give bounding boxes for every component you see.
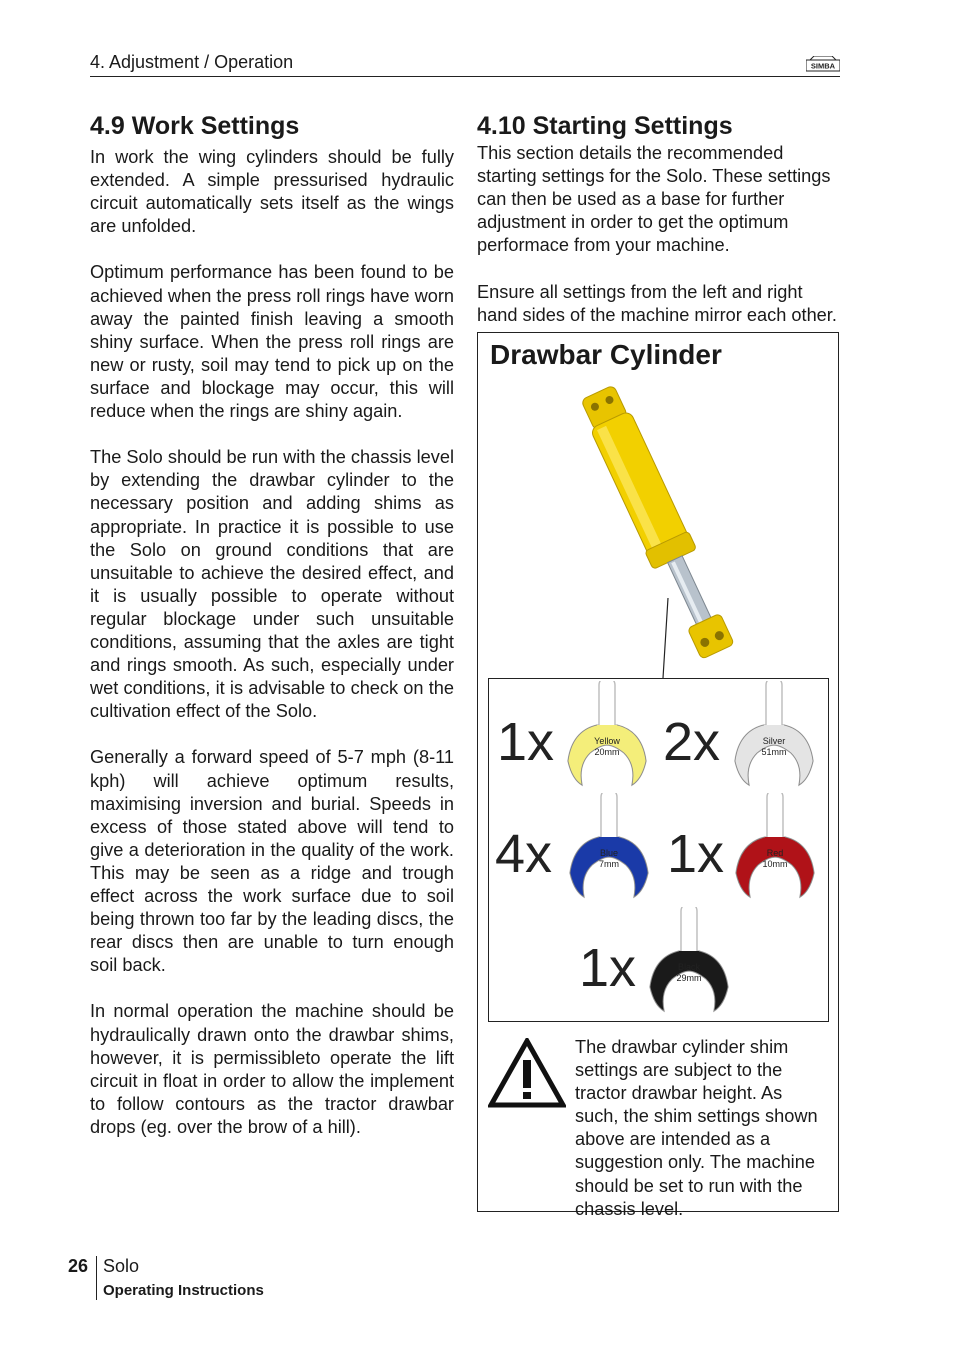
page-number: 26: [68, 1256, 89, 1276]
hydraulic-cylinder-icon: [558, 373, 758, 683]
paragraph: Ensure all settings from the left and right hand sides of the machine mirror each other.: [477, 281, 837, 325]
shim-quantity: 1x: [497, 712, 555, 772]
shim-color-name: Yellow: [594, 736, 620, 746]
red-shim: [730, 793, 820, 903]
page-header: [90, 50, 840, 77]
paragraph: This section details the recommended starting settings for the Solo. These settings can then be used as a base for further adjustment in order to get the optimum performace from your machine.: [477, 143, 831, 256]
shim-color-name: Black: [677, 962, 700, 972]
shim-quantity: 2x: [663, 712, 721, 772]
starting-settings-column: [477, 110, 841, 350]
work-settings-heading: 4.9 Work Settings: [90, 112, 300, 140]
shim-color-name: Red: [766, 848, 784, 858]
footer-divider: [96, 1256, 97, 1300]
paragraph: In work the wing cylinders should be fully extended. A simple pressurised hydraulic circuit automatically sets itself as the wings are unfolded.: [90, 147, 454, 237]
shim-quantity: 4x: [495, 824, 553, 884]
paragraph: Optimum performance has been found to be achieved when the press roll rings have worn away the painted finish leaving a smooth shiny surface. When the press roll rings are new or rusty, soil may tend to pick up on the surface and blockage may occur, this will reduce when the rings are shiny again.: [90, 262, 454, 422]
shim-label: [564, 848, 654, 870]
figure-title: Drawbar Cylinder: [490, 339, 722, 370]
paragraph: The Solo should be run with the chassis level by extending the drawbar cylinder to the necessary position and adding shims as appropriate. In practice it is possible to use the Solo on ground conditions that are unsuitable to achieve the desired effect, and it is usually possible to operate without regular blockage under such unsuitable conditions, assuming that the axles are tight and rings smooth. As such, especially under wet conditions, it is advisable to check on the cultivation effect of the Solo.: [90, 447, 454, 722]
warning-icon: [488, 1038, 566, 1108]
shim-label: [729, 736, 819, 758]
silver-shim: [729, 681, 819, 791]
shim-quantity: 1x: [667, 824, 725, 884]
shim-size: 7mm: [599, 859, 619, 869]
starting-settings-heading: 4.10 Starting Settings: [477, 112, 733, 140]
shim-color-name: Silver: [762, 736, 786, 746]
paragraph: In normal operation the machine should be hydraulically drawn onto the drawbar shims, however, it is permissibleto operate the lift circuit in float in order to allow the implement to follow contours as the tractor drawbar drops (eg. over the brow of a hill).: [90, 1001, 454, 1137]
shim-label: [644, 962, 734, 984]
yellow-shim: [562, 681, 652, 791]
logo-text: SIMBA: [810, 61, 836, 71]
footer-subtitle: Operating Instructions: [103, 1282, 264, 1299]
blue-shim: [564, 793, 654, 903]
black-shim: [644, 907, 734, 1017]
footer-title: Solo: [103, 1256, 140, 1276]
shim-size: 51mm: [761, 747, 787, 757]
shim-size: 20mm: [594, 747, 620, 757]
shim-color-name: Blue: [599, 848, 618, 858]
shim-label: [730, 848, 820, 870]
shim-label: [562, 736, 652, 758]
work-settings-column: [90, 110, 454, 1162]
paragraph: Generally a forward speed of 5-7 mph (8-11 kph) will achieve optimum results, maximising inversion and burial. Speeds in excess of those stated above will tend to give a deterioration in the quality of the work. This may be seen as a ridge and trough effect across the work surface due to soil being thrown too far by the leading discs, the rear discs then are unable to turn enough soil back.: [90, 747, 454, 976]
shim-size: 29mm: [676, 973, 702, 983]
shim-quantity: 1x: [579, 938, 637, 998]
warning-text: The drawbar cylinder shim settings are subject to the tractor drawbar height. As such, the shim settings shown above are intended as a suggestion only. The machine should be set to run with the chassis level.: [575, 1037, 818, 1219]
drawbar-cylinder-figure: [477, 332, 839, 1219]
section-title: 4. Adjustment / Operation: [90, 52, 294, 72]
shim-size: 10mm: [762, 859, 788, 869]
simba-logo: [806, 56, 840, 72]
shim-settings-panel: [488, 678, 829, 1022]
